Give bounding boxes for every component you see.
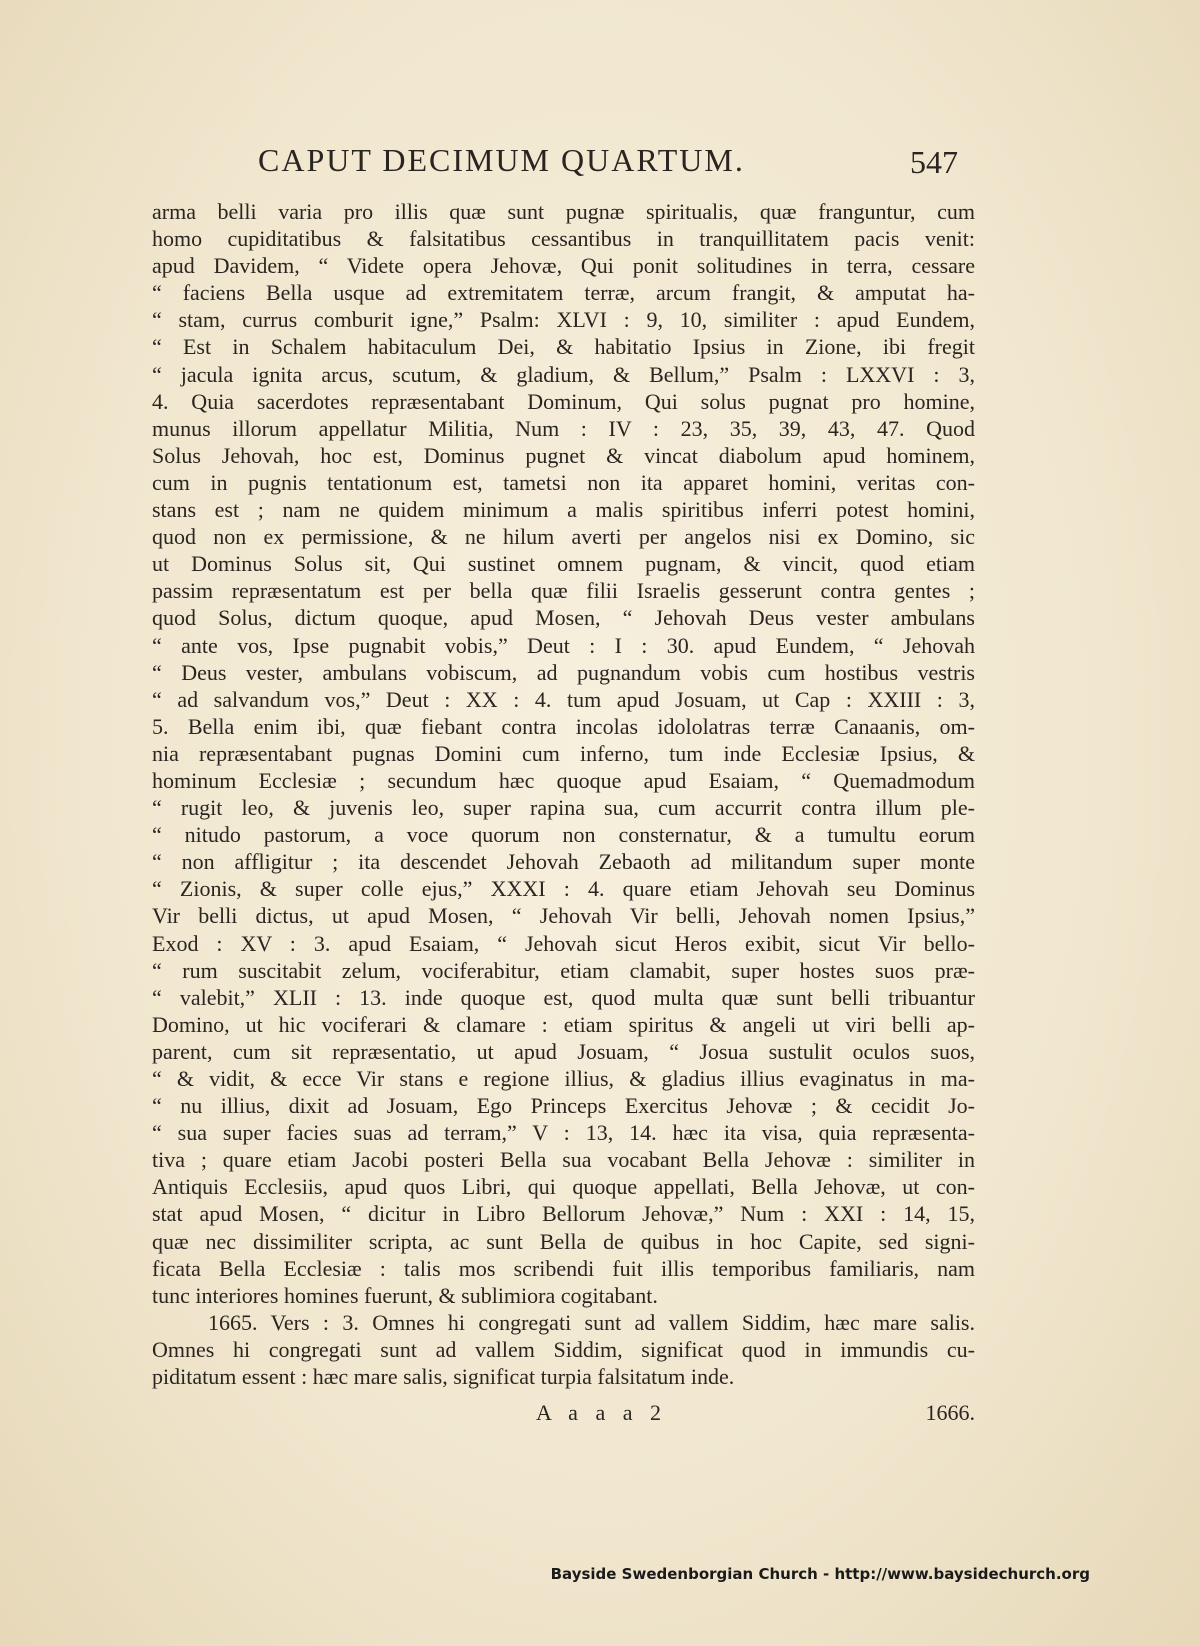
signature-mark: A a a a 2 (536, 1400, 667, 1425)
text-line: “ rum suscitabit zelum, vociferabitur, etiam clamabit, super hostes suos præ- (152, 957, 975, 983)
text-line: “ & vidit, & ecce Vir stans e regione illius, & gladius illius evaginatus in ma- (152, 1066, 975, 1091)
text-line: tiva ; quare etiam Jacobi posteri Bella sua vocabant Bella Jehovæ : similiter in (152, 1147, 975, 1173)
text-line: passim repræsentatum est per bella quæ filii Israelis gesserunt contra gentes ; (152, 578, 975, 604)
text-line: 4. Quia sacerdotes repræsentabant Dominum, Qui solus pugnat pro homine, (152, 388, 975, 414)
text-line: Exod : XV : 3. apud Esaiam, “ Jehovah sicut Heros exibit, sicut Vir bello- (152, 930, 975, 956)
text-line: “ Deus vester, ambulans vobiscum, ad pugnandum vobis cum hostibus vestris (152, 659, 975, 685)
text-line: “ nitudo pastorum, a voce quorum non consternatur, & a tumultu eorum (152, 822, 975, 848)
text-line: homo cupiditatibus & falsitatibus cessantibus in tranquillitatem pacis venit: (152, 226, 975, 252)
text-line: piditatum essent : hæc mare salis, significat turpia falsitatum inde. (152, 1364, 735, 1390)
text-line: tunc interiores homines fuerunt, & sublimiora cogitabant. (152, 1282, 658, 1308)
text-line: quod Solus, dictum quoque, apud Mosen, “ Jehovah Deus vester ambulans (152, 605, 975, 631)
page-footer (152, 1400, 975, 1430)
text-line: “ non affligitur ; ita descendet Jehovah Zebaoth ad militandum super monte (152, 849, 975, 875)
watermark-credit: Bayside Swedenborgian Church - http://www.baysidechurch.org (550, 1565, 1090, 1583)
text-line: “ ante vos, Ipse pugnabit vobis,” Deut : I : 30. apud Eundem, “ Jehovah (152, 632, 975, 658)
body-text (152, 198, 975, 1390)
text-line: quod non ex permissione, & ne hilum averti per angelos nisi ex Domino, sic (152, 524, 975, 550)
text-line: “ rugit leo, & juvenis leo, super rapina sua, cum accurrit contra illum ple- (152, 795, 975, 821)
text-line: Solus Jehovah, hoc est, Dominus pugnet & vincat diabolum apud hominem, (152, 442, 975, 468)
text-line: quæ nec dissimiliter scripta, ac sunt Bella de quibus in hoc Capite, sed signi- (152, 1228, 975, 1254)
text-line: “ stam, currus comburit igne,” Psalm: XLVI : 9, 10, similiter : apud Eundem, (152, 307, 975, 333)
text-line: ut Dominus Solus sit, Qui sustinet omnem pugnam, & vincit, quod etiam (152, 551, 975, 577)
text-line: hominum Ecclesiæ ; secundum hæc quoque apud Esaiam, “ Quemadmodum (152, 767, 975, 793)
text-line: Omnes hi congregati sunt ad vallem Siddim, significat quod in immundis cu- (152, 1336, 975, 1362)
text-line: “ valebit,” XLII : 13. inde quoque est, quod multa quæ sunt belli tribuantur (152, 984, 975, 1010)
text-line: “ faciens Bella usque ad extremitatem terræ, arcum frangit, & amputat ha- (152, 280, 975, 306)
text-line: parent, cum sit repræsentatio, ut apud Josuam, “ Josua sustulit oculos suos, (152, 1038, 975, 1064)
text-line: 5. Bella enim ibi, quæ fiebant contra incolas idololatras terræ Canaanis, om- (152, 713, 975, 739)
text-line: ficata Bella Ecclesiæ : talis mos scribendi fuit illis temporibus familiaris, nam (152, 1255, 975, 1281)
text-line: “ jacula ignita arcus, scutum, & gladium, & Bellum,” Psalm : LXXVI : 3, (152, 361, 975, 387)
text-line: “ nu illius, dixit ad Josuam, Ego Princeps Exercitus Jehovæ ; & cecidit Jo- (152, 1093, 975, 1119)
text-line: nia repræsentabant pugnas Domini cum inferno, tum inde Ecclesiæ Ipsius, & (152, 740, 975, 766)
chapter-title: CAPUT DECIMUM QUARTUM. (258, 142, 745, 178)
text-line: munus illorum appellatur Militia, Num : IV : 23, 35, 39, 43, 47. Quod (152, 415, 975, 441)
text-line: “ ad salvandum vos,” Deut : XX : 4. tum apud Josuam, ut Cap : XXIII : 3, (152, 686, 975, 712)
text-line: arma belli varia pro illis quæ sunt pugnæ spiritualis, quæ franguntur, cum (152, 199, 975, 224)
catchword: 1666. (925, 1400, 975, 1425)
text-line: cum in pugnis tentationum est, tametsi non ita apparet homini, veritas con- (152, 469, 975, 495)
text-line: “ Est in Schalem habitaculum Dei, & habitatio Ipsius in Zione, ibi fregit (152, 334, 975, 360)
text-line: Domino, ut hic vociferari & clamare : etiam spiritus & angeli ut viri belli ap- (152, 1011, 975, 1037)
text-line: “ Zionis, & super colle ejus,” XXXI : 4. quare etiam Jehovah seu Dominus (152, 876, 975, 902)
text-line: Vir belli dictus, ut apud Mosen, “ Jehovah Vir belli, Jehovah nomen Ipsius,” (152, 903, 975, 929)
text-line: Antiquis Ecclesiis, apud quos Libri, qui quoque appellati, Bella Jehovæ, ut con- (152, 1174, 975, 1200)
text-line: stat apud Mosen, “ dicitur in Libro Bellorum Jehovæ,” Num : XXI : 14, 15, (152, 1201, 975, 1227)
text-line: 1665. Vers : 3. Omnes hi congregati sunt ad vallem Siddim, hæc mare salis. (208, 1309, 975, 1335)
running-header (258, 142, 958, 192)
text-line: “ sua super facies suas ad terram,” V : 13, 14. hæc ita visa, quia repræsenta- (152, 1120, 975, 1146)
text-line: apud Davidem, “ Videte opera Jehovæ, Qui ponit solitudines in terra, cessare (152, 253, 975, 279)
text-line: stans est ; nam ne quidem minimum a malis spiritibus inferri potest homini, (152, 497, 975, 523)
page-number: 547 (910, 144, 958, 180)
